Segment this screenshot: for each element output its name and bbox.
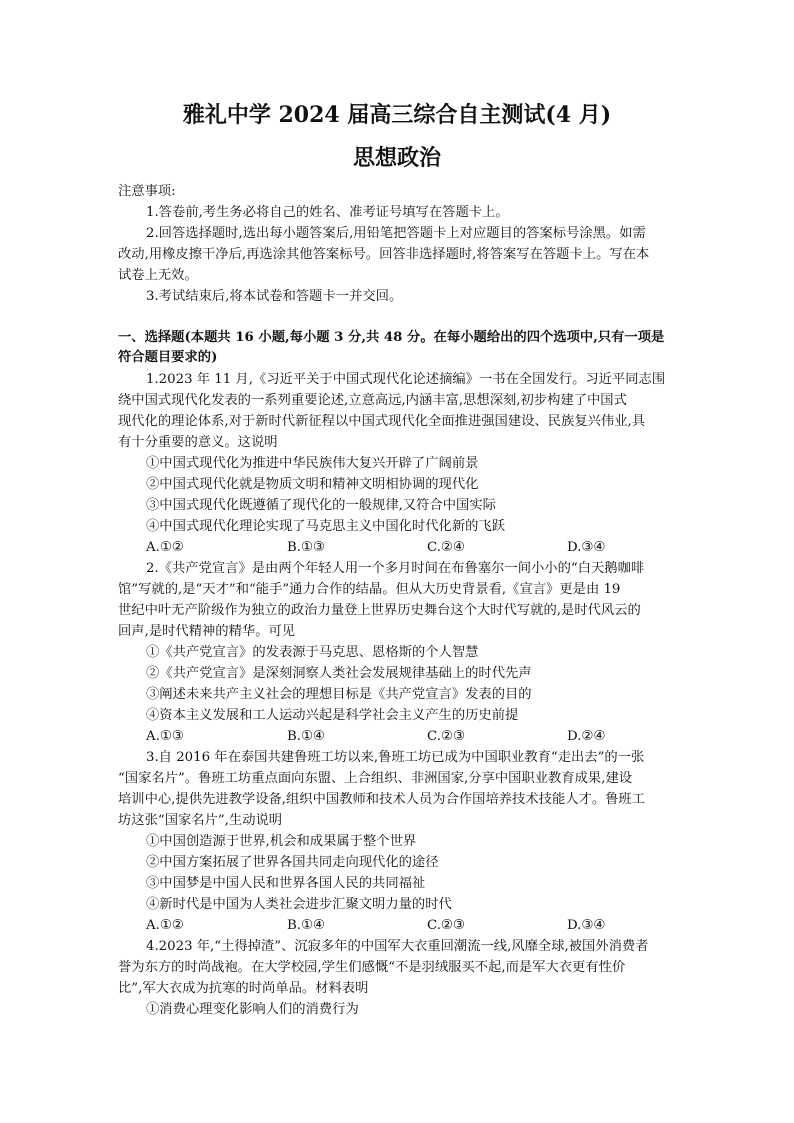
- note-item: 试卷上无效。: [118, 268, 198, 283]
- q1-stem: 绕中国式现代化发表的一系列重要论述,立意高远,内涵丰富,思想深刻,初步构建了中国式: [118, 393, 627, 408]
- q1-stem: 有十分重要的意义。这说明: [118, 435, 278, 450]
- q1-option-c: C.②④: [427, 540, 465, 555]
- q1-item: ④中国式现代化理论实现了马克思主义中国化时代化新的飞跃: [146, 519, 506, 534]
- section-heading: 符合题目要求的): [118, 350, 218, 365]
- note-item: 1.答卷前,考生务必将自己的姓名、准考证号填写在答题卡上。: [146, 205, 509, 220]
- q3-stem: 坊这张“国家名片”,生动说明: [118, 813, 283, 828]
- exam-title: 雅礼中学 2024 届高三综合自主测试(4 月): [182, 102, 612, 128]
- q2-item: ①《共产党宣言》的发表源于马克思、恩格斯的个人智慧: [146, 645, 479, 660]
- q3-item: ①中国创造源于世界,机会和成果属于整个世界: [146, 834, 417, 849]
- q3-option-b: B.①④: [287, 918, 325, 933]
- q2-item: ②《共产党宣言》是深刻洞察人类社会发展规律基础上的时代先声: [146, 666, 532, 681]
- q2-stem: 2.《共产党宣言》是由两个年轻人用一个多月时间在布鲁塞尔一间小小的“白天鹅咖啡: [146, 561, 645, 576]
- q1-stem: 现代化的理论体系,对于新时代新征程以中国式现代化全面推进强国建设、民族复兴伟业,具: [118, 414, 646, 429]
- q3-option-d: D.③④: [567, 918, 606, 933]
- subject-title: 思想政治: [352, 145, 441, 171]
- q2-option-a: A.①③: [146, 729, 184, 744]
- q3-item: ②中国方案拓展了世界各国共同走向现代化的途径: [146, 855, 439, 870]
- q1-option-d: D.③④: [567, 540, 606, 555]
- note-item: 改动,用橡皮擦干净后,再选涂其他答案标号。回答非选择题时,将答案写在答题卡上。写在本: [118, 247, 650, 262]
- q1-item: ③中国式现代化既遵循了现代化的一般规律,又符合中国实际: [146, 498, 496, 513]
- q1-option-b: B.①③: [287, 540, 325, 555]
- q4-stem: 誉为东方的时尚战袍。在大学校园,学生们感慨“不是羽绒服买不起,而是军大衣更有性价: [118, 960, 626, 975]
- section-heading: 一、选择题(本题共 16 小题,每小题 3 分,共 48 分。在每小题给出的四个选项中,只有一项是: [118, 330, 665, 345]
- q2-stem: 回声,是时代精神的精华。可见: [118, 624, 296, 639]
- q3-item: ③中国梦是中国人民和世界各国人民的共同福祉: [146, 876, 426, 891]
- q1-option-a: A.①②: [146, 540, 184, 555]
- q3-stem: 培训中心,提供先进教学设备,组织中国教师和技术人员为合作国培养技术技能人才。鲁班工: [118, 792, 646, 807]
- q2-item: ④资本主义发展和工人运动兴起是科学社会主义产生的历史前提: [146, 708, 519, 723]
- q2-stem: 馆”写就的,是“天才”和“能手”通力合作的结晶。但从大历史背景看,《宣言》更是由 19: [118, 582, 621, 597]
- q4-item: ①消费心理变化影响人们的消费行为: [146, 1002, 359, 1017]
- q4-stem: 比”,军大衣成为抗寒的时尚单品。材料表明: [118, 981, 369, 996]
- q3-item: ④新时代是中国为人类社会进步汇聚文明力量的时代: [146, 897, 452, 912]
- q4-stem: 4.2023 年,“土得掉渣”、沉寂多年的中国军大衣重回潮流一线,风靡全球,被国外消费者: [146, 939, 649, 954]
- q1-stem: 1.2023 年 11 月,《习近平关于中国式现代化论述摘编》一书在全国发行。习近平同志围: [146, 372, 666, 387]
- q1-item: ②中国式现代化就是物质文明和精神文明相协调的现代化: [146, 477, 479, 492]
- q2-option-b: B.①④: [287, 729, 325, 744]
- q2-option-d: D.②④: [567, 729, 606, 744]
- q2-option-c: C.②③: [427, 729, 465, 744]
- q3-option-c: C.②③: [427, 918, 465, 933]
- note-item: 3.考试结束后,将本试卷和答题卡一并交回。: [146, 289, 403, 304]
- q2-stem: 世纪中叶无产阶级作为独立的政治力量登上世界历史舞台这个大时代写就的,是时代风云的: [118, 603, 641, 618]
- q1-item: ①中国式现代化为推进中华民族伟大复兴开辟了广阔前景: [146, 456, 479, 471]
- note-item: 2.回答选择题时,选出每小题答案后,用铅笔把答题卡上对应题目的答案标号涂黑。如需: [146, 226, 646, 241]
- q3-stem: “国家名片”。鲁班工坊重点面向东盟、上合组织、非洲国家,分享中国职业教育成果,建设: [118, 771, 633, 786]
- q3-option-a: A.①②: [146, 918, 184, 933]
- q3-stem: 3.自 2016 年在泰国共建鲁班工坊以来,鲁班工坊已成为中国职业教育“走出去”的一张: [146, 750, 645, 765]
- q2-item: ③阐述未来共产主义社会的理想目标是《共产党宣言》发表的目的: [146, 687, 532, 702]
- notes-heading: 注意事项:: [118, 184, 176, 199]
